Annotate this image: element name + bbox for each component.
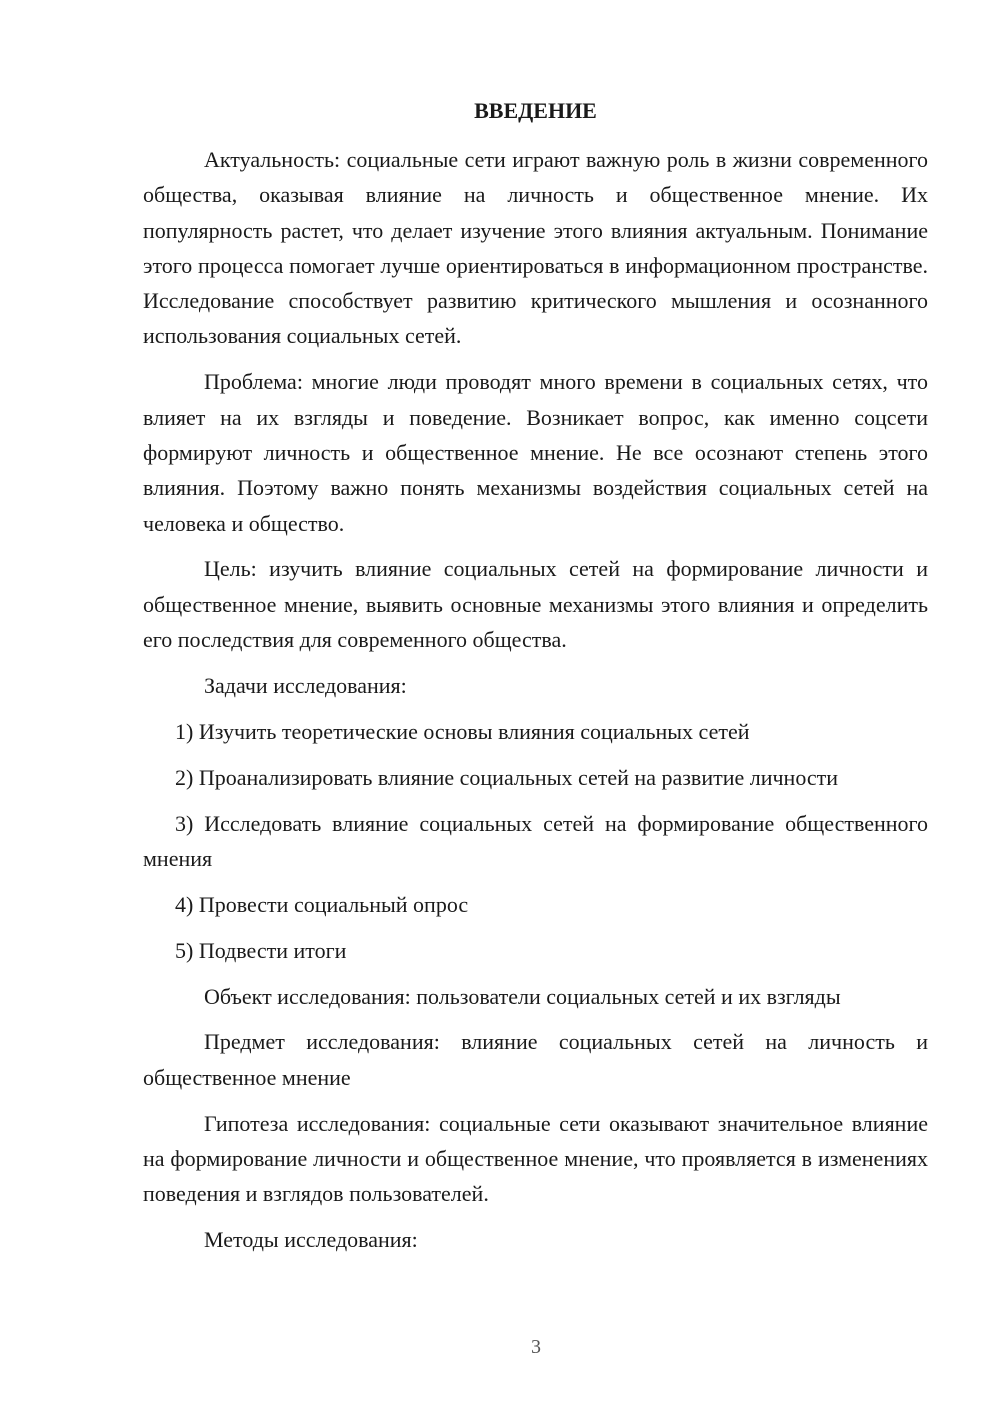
task-item-3: 3) Исследовать влияние социальных сетей на формирование общественного мнения	[143, 810, 928, 871]
paragraph-relevance: Актуальность: социальные сети играют важную роль в жизни современного общества, оказывая влияние на личность и общественное мнение. Их популярность растет, что делает изучение этого влияния актуальным. Понимание этого процесса помогает лучше ориентироваться в информационном пространстве. Исследование способствует развитию критического мышления и осознанного использования социальных сетей.	[143, 147, 928, 349]
paragraph-subject: Предмет исследования: влияние социальных сетей на личность и общественное мнение	[143, 1029, 928, 1090]
paragraph-problem: Проблема: многие люди проводят много времени в социальных сетях, что влияет на их взгляды и поведение. Возникает вопрос, как именно соцсети формируют личность и общественное мнение. Не все осознают степень этого влияния. Поэтому важно понять механизмы воздействия социальных сетей на человека и общество.	[143, 369, 928, 536]
paragraph-goal: Цель: изучить влияние социальных сетей на формирование личности и общественное мнение, выявить основные механизмы этого влияния и определить его последствия для современного общества.	[143, 556, 928, 653]
paragraph-object: Объект исследования: пользователи социальных сетей и их взгляды	[204, 983, 841, 1009]
page-number: 3	[531, 1336, 541, 1358]
task-item-4: 4) Провести социальный опрос	[175, 891, 469, 917]
task-item-2: 2) Проанализировать влияние социальных сетей на развитие личности	[175, 764, 839, 790]
section-heading: ВВЕДЕНИЕ	[474, 98, 597, 123]
paragraph-tasks-heading: Задачи исследования:	[204, 672, 407, 698]
paragraph-hypothesis: Гипотеза исследования: социальные сети оказывают значительное влияние на формирование личности и общественное мнение, что проявляется в изменениях поведения и взглядов пользователей.	[143, 1110, 928, 1207]
paragraph-methods: Методы исследования:	[204, 1227, 418, 1253]
body-text	[143, 142, 928, 1268]
task-item-5: 5) Подвести итоги	[175, 937, 347, 963]
task-item-1: 1) Изучить теоретические основы влияния социальных сетей	[175, 718, 750, 744]
